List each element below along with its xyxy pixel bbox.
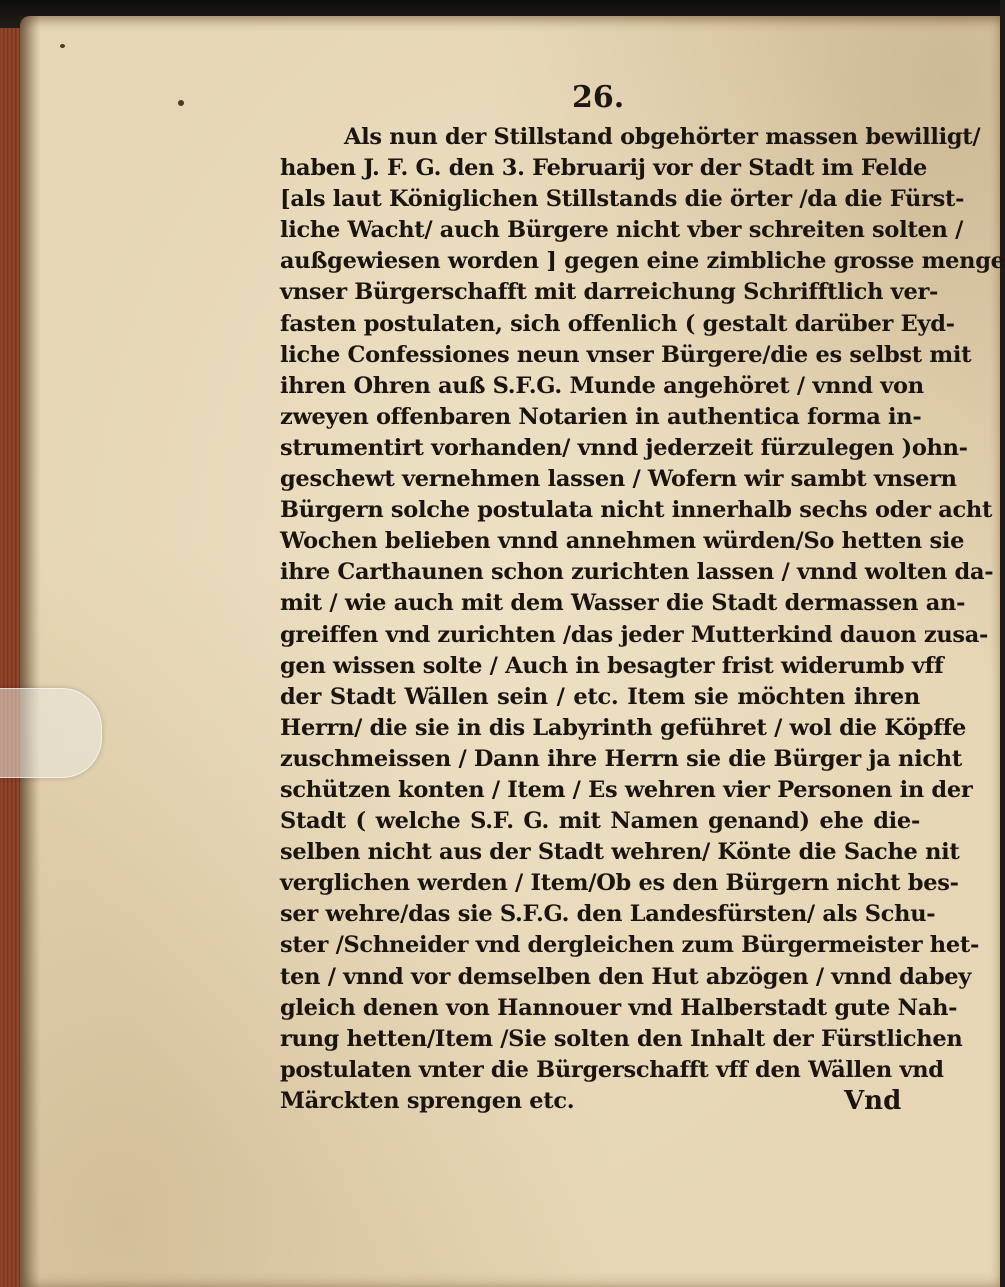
text-line: zuschmeissen / Dann ihre Herrn sie die Bürger ja nicht <box>280 745 962 772</box>
ink-speck <box>178 100 184 106</box>
text-line: verglichen werden / Item/Ob es den Bürgern nicht bes- <box>280 870 959 897</box>
text-line: haben J. F. G. den 3. Februarij vor der Stadt im Felde <box>280 155 928 182</box>
text-line: schützen konten / Item / Es wehren vier Personen in der <box>280 776 973 803</box>
text-line: ihre Carthaunen schon zurichten lassen / vnnd wolten da- <box>280 559 994 586</box>
text-line: mit / wie auch mit dem Wasser die Stadt dermassen an- <box>280 590 966 617</box>
text-line: vnser Bürgerschafft mit darreichung Schrifftlich ver- <box>280 279 939 306</box>
text-line: liche Confessiones neun vnser Bürgere/die es selbst mit <box>280 341 972 368</box>
text-line: der Stadt Wällen sein / etc. Item sie möchten ihren <box>280 683 920 710</box>
text-line: greiffen vnd zurichten /das jeder Mutterkind dauon zusa- <box>280 621 989 648</box>
page-marker-tab <box>0 688 102 778</box>
text-line: strumentirt vorhanden/ vnnd jederzeit fürzulegen )ohn- <box>280 434 968 461</box>
text-line: gleich denen von Hannouer vnd Halberstadt gute Nah- <box>280 994 958 1021</box>
text-line: Herrn/ die sie in dis Labyrinth geführet / wol die Köpffe <box>280 714 967 741</box>
text-line: außgewiesen worden ] gegen eine zimbliche grosse menge <box>280 248 1005 275</box>
text-line: geschewt vernehmen lassen / Wofern wir sambt vnsern <box>280 466 957 493</box>
text-line: Stadt ( welche S.F. G. mit Namen genand) ehe die- <box>280 808 920 835</box>
text-line: Wochen belieben vnnd annehmen würden/So hetten sie <box>280 528 965 555</box>
text-line: zweyen offenbaren Notarien in authentica forma in- <box>280 403 922 430</box>
text-line: selben nicht aus der Stadt wehren/ Könte die Sache nit <box>280 839 960 866</box>
page-number: 26. <box>572 80 625 115</box>
text-line: ihren Ohren auß S.F.G. Munde angehöret / vnnd von <box>280 372 924 399</box>
text-line: Märckten sprengen etc. <box>280 1087 575 1114</box>
ink-speck <box>60 44 65 48</box>
text-line: rung hetten/Item /Sie solten den Inhalt der Fürstlichen <box>280 1025 963 1052</box>
text-line: ster /Schneider vnd dergleichen zum Bürgermeister het- <box>280 932 979 959</box>
text-line: ser wehre/das sie S.F.G. den Landesfürsten/ als Schu- <box>280 901 936 928</box>
gutter-shadow <box>20 16 40 1287</box>
text-line: Als nun der Stillstand obgehörter massen bewilligt/ <box>344 124 981 150</box>
text-line: liche Wacht/ auch Bürgere nicht vber schreiten solten / <box>280 217 963 244</box>
text-line: postulaten vnter die Bürgerschafft vff den Wällen vnd <box>280 1056 944 1083</box>
text-line: gen wissen solte / Auch in besagter frist widerumb vff <box>280 652 944 679</box>
text-line: Bürgern solche postulata nicht innerhalb sechs oder acht <box>280 497 993 524</box>
catchword: Vnd <box>844 1086 902 1116</box>
text-line: fasten postulaten, sich offenlich ( gestalt darüber Eyd- <box>280 310 955 337</box>
text-line: ten / vnnd vor demselben den Hut abzögen / vnnd dabey <box>280 963 972 990</box>
body-text <box>280 122 1005 1117</box>
text-line: [als laut Königlichen Stillstands die örter /da die Fürst- <box>280 186 965 213</box>
